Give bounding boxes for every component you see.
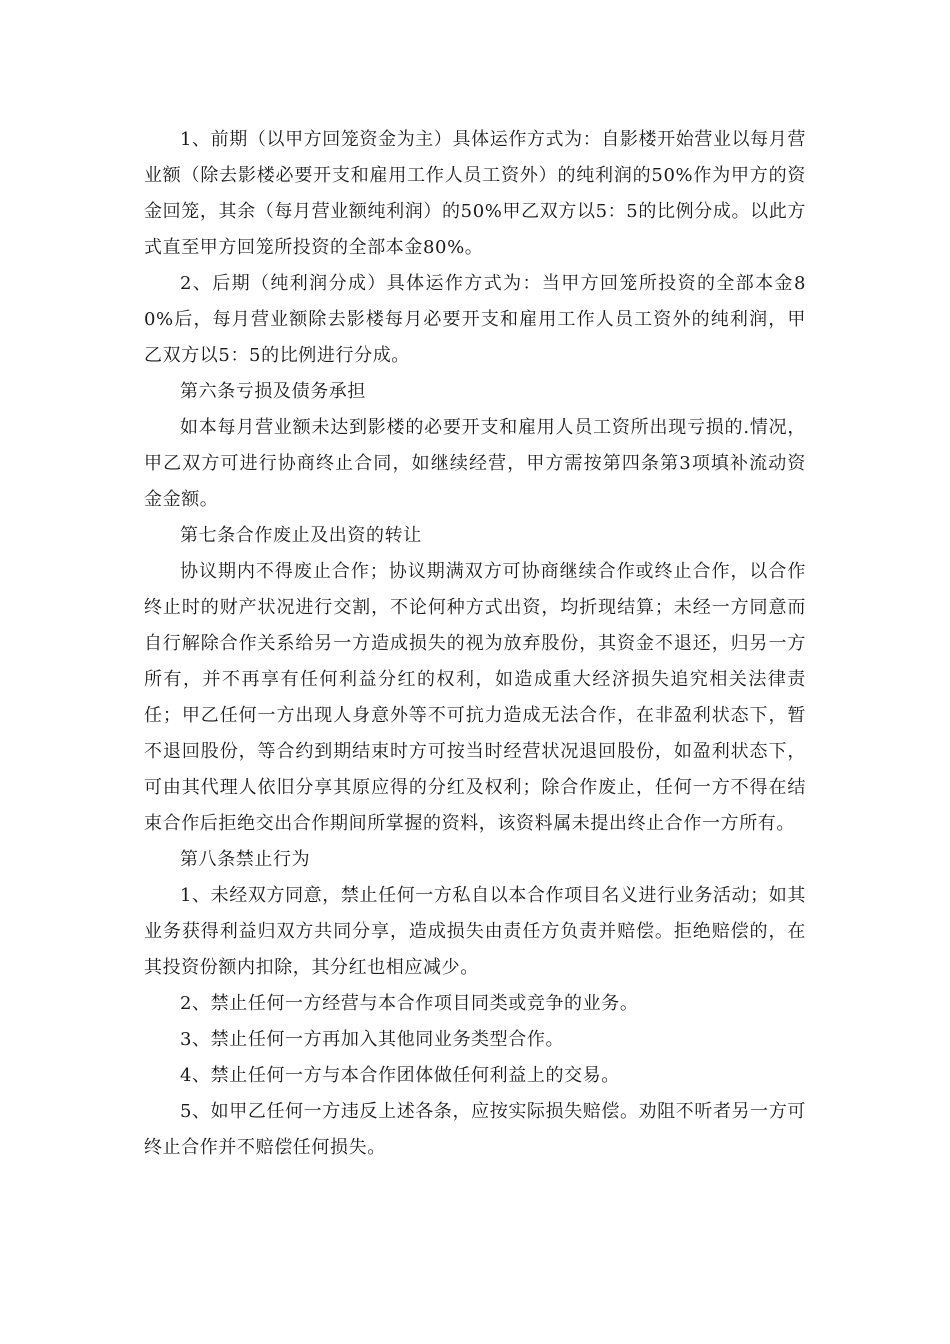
section-heading-article-seven: 第七条合作废止及出资的转让	[180, 525, 422, 546]
section-heading-article-eight: 第八条禁止行为	[180, 849, 311, 870]
section-heading-article-six: 第六条亏损及债务承担	[180, 381, 366, 402]
paragraph-prohibition-5: 5、如甲乙任何一方违反上述各条，应按实际损失赔偿。劝阻不听者另一方可终止合作并不赔偿任何损失。	[144, 1101, 806, 1158]
paragraph-prohibition-4: 4、禁止任何一方与本合作团体做任何利益上的交易。	[180, 1065, 620, 1086]
paragraph-phase-two: 2、后期（纯利润分成）具体运作方式为：当甲方回笼所投资的全部本金80%后，每月营业额除去影楼每月必要开支和雇用工作人员工资外的纯利润，甲乙双方以5：5的比例进行分成。	[144, 273, 806, 366]
paragraph-prohibition-1: 1、未经双方同意，禁止任何一方私自以本合作项目名义进行业务活动；如其业务获得利益归双方共同分享，造成损失由责任方负责并赔偿。拒绝赔偿的，在其投资份额内扣除，其分红也相应减少。	[144, 885, 806, 978]
paragraph-prohibition-2: 2、禁止任何一方经营与本合作项目同类或竞争的业务。	[180, 993, 639, 1014]
paragraph-prohibition-3: 3、禁止任何一方再加入其他同业务类型合作。	[180, 1029, 565, 1050]
paragraph-phase-one: 1、前期（以甲方回笼资金为主）具体运作方式为：自影楼开始营业以每月营业额（除去影楼必要开支和雇用工作人员工资外）的纯利润的50%作为甲方的资金回笼，其余（每月营业额纯利润）的50%甲乙双方以5：5的比例分成。以此方式直至甲方回笼所投资的全部本金80%。	[144, 129, 806, 258]
paragraph-loss-and-debt: 如本每月营业额未达到影楼的必要开支和雇用人员工资所出现亏损的.情况，甲乙双方可进行协商终止合同，如继续经营，甲方需按第四条第3项填补流动资金金额。	[144, 417, 806, 510]
paragraph-termination-transfer: 协议期内不得废止合作；协议期满双方可协商继续合作或终止合作，以合作终止时的财产状况进行交割，不论何种方式出资，均折现结算；未经一方同意而自行解除合作关系给另一方造成损失的视为放弃股份，其资金不退还，归另一方所有，并不再享有任何利益分红的权利，如造成重大经济损失追究相关法律责任；甲乙任何一方出现人身意外等不可抗力造成无法合作，在非盈利状态下，暂不退回股份，等合约到期结束时方可按当时经营状况退回股份，如盈利状态下，可由其代理人依旧分享其原应得的分红及权利；除合作废止，任何一方不得在结束合作后拒绝交出合作期间所掌握的资料，该资料属未提出终止合作一方所有。	[144, 561, 806, 834]
document-body	[144, 122, 806, 1166]
